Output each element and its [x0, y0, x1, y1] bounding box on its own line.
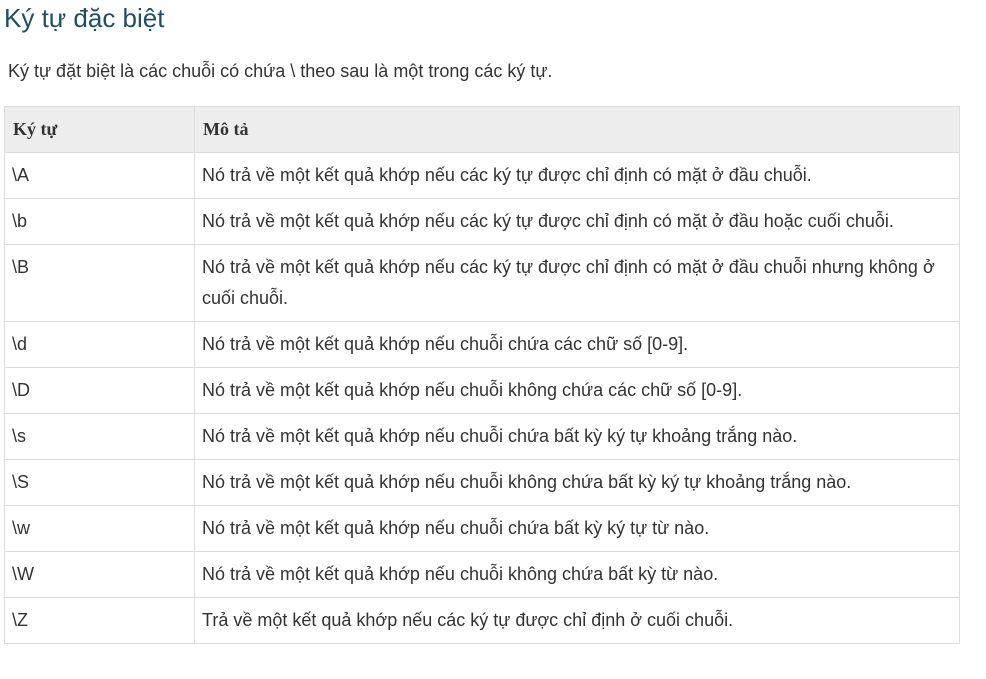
table-row: [5, 322, 960, 368]
table-row: [5, 460, 960, 506]
desc-cell: Nó trả về một kết quả khớp nếu các ký tự được chỉ định có mặt ở đầu hoặc cuối chuỗi.: [195, 199, 960, 245]
table-header-row: [5, 107, 960, 153]
table-row: [5, 245, 960, 322]
desc-cell: Nó trả về một kết quả khớp nếu các ký tự được chỉ định có mặt ở đầu chuỗi nhưng không ở cuối chuỗi.: [195, 245, 960, 322]
char-cell: \D: [5, 368, 195, 414]
desc-cell: Nó trả về một kết quả khớp nếu chuỗi không chứa bất kỳ ký tự khoảng trắng nào.: [195, 460, 960, 506]
char-cell: \B: [5, 245, 195, 322]
desc-cell: Nó trả về một kết quả khớp nếu chuỗi chứa bất kỳ ký tự khoảng trắng nào.: [195, 414, 960, 460]
char-cell: \s: [5, 414, 195, 460]
header-desc: Mô tả: [195, 107, 960, 153]
table-row: [5, 414, 960, 460]
desc-cell: Nó trả về một kết quả khớp nếu chuỗi không chứa bất kỳ từ nào.: [195, 552, 960, 598]
table-row: [5, 552, 960, 598]
char-cell: \w: [5, 506, 195, 552]
desc-cell: Nó trả về một kết quả khớp nếu chuỗi không chứa các chữ số [0-9].: [195, 368, 960, 414]
char-cell: \d: [5, 322, 195, 368]
page-title: Ký tự đặc biệt: [4, 3, 165, 33]
intro-paragraph: Ký tự đặt biệt là các chuỗi có chứa \ theo sau là một trong các ký tự.: [8, 61, 553, 81]
desc-cell: Trả về một kết quả khớp nếu các ký tự được chỉ định ở cuối chuỗi.: [195, 598, 960, 644]
table-row: [5, 368, 960, 414]
table-row: [5, 506, 960, 552]
table-row: [5, 598, 960, 644]
char-cell: \Z: [5, 598, 195, 644]
desc-cell: Nó trả về một kết quả khớp nếu chuỗi chứa bất kỳ ký tự từ nào.: [195, 506, 960, 552]
char-cell: \W: [5, 552, 195, 598]
table-row: [5, 153, 960, 199]
header-char: Ký tự: [5, 107, 195, 153]
char-cell: \b: [5, 199, 195, 245]
table-row: [5, 199, 960, 245]
desc-cell: Nó trả về một kết quả khớp nếu các ký tự được chỉ định có mặt ở đầu chuỗi.: [195, 153, 960, 199]
desc-cell: Nó trả về một kết quả khớp nếu chuỗi chứa các chữ số [0-9].: [195, 322, 960, 368]
char-cell: \S: [5, 460, 195, 506]
special-characters-table: [4, 106, 960, 644]
char-cell: \A: [5, 153, 195, 199]
